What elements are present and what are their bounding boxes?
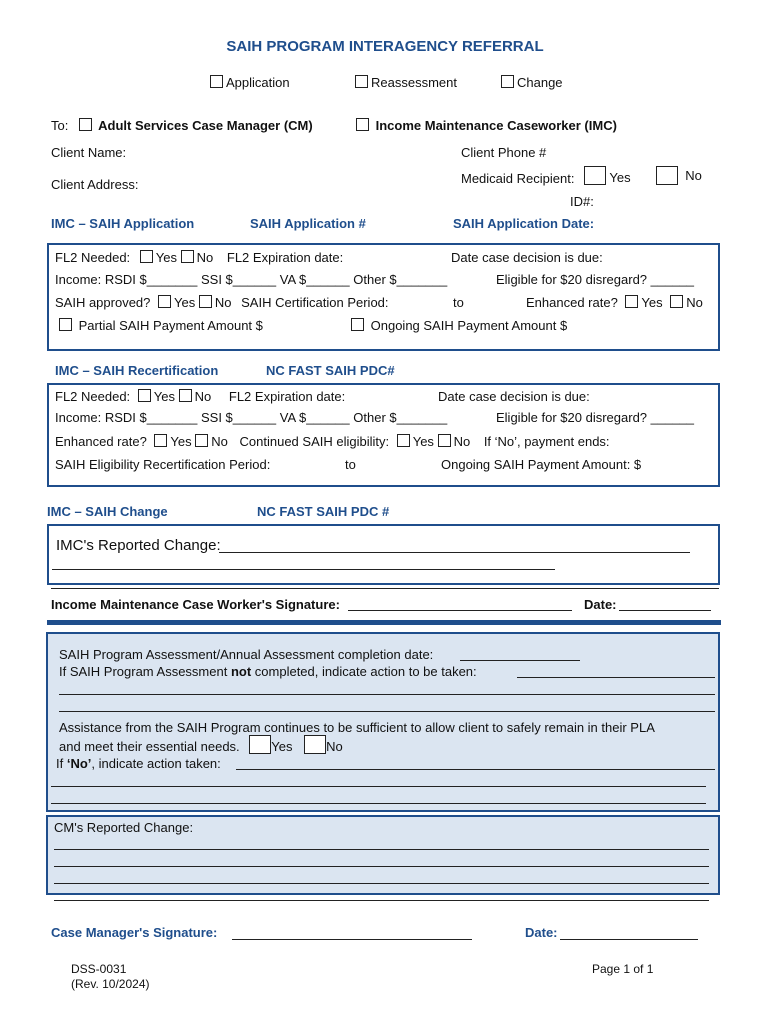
yes-label: Yes <box>174 295 196 310</box>
cm-change-line-4[interactable] <box>54 900 709 901</box>
continued-no-checkbox[interactable] <box>438 434 451 447</box>
checkbox-icon <box>656 166 678 185</box>
cm-label: Adult Services Case Manager (CM) <box>98 118 313 133</box>
partial-label: Partial SAIH Payment Amount $ <box>78 318 263 333</box>
imc-change-heading: IMC – SAIH Change <box>47 504 168 519</box>
yes-label: Yes <box>271 739 293 754</box>
recert-to-label: to <box>345 457 356 472</box>
cert-to-label: to <box>453 295 464 310</box>
enhanced-no-checkbox[interactable] <box>670 295 683 308</box>
recert-enhanced-no-checkbox[interactable] <box>195 434 208 447</box>
imc-recert-heading: IMC – SAIH Recertification <box>55 363 219 378</box>
approved-no-checkbox[interactable] <box>199 295 212 308</box>
cm-checkbox[interactable] <box>79 118 313 133</box>
fl2-needed-label: FL2 Needed: <box>55 250 131 265</box>
yes-label: Yes <box>153 389 176 404</box>
text-bold: ‘No’ <box>66 756 92 771</box>
partial-payment-checkbox[interactable] <box>59 318 263 333</box>
imc-signature-line[interactable] <box>348 610 572 611</box>
assistance-line-2 <box>59 735 343 754</box>
checkbox-icon <box>210 75 223 88</box>
recert-disregard-field[interactable]: Eligible for $20 disregard? ______ <box>496 410 695 425</box>
to-label: To: <box>51 118 69 133</box>
fl2-expiration-label: FL2 Expiration date: <box>228 389 346 404</box>
no-label: No <box>196 250 214 265</box>
not-completed-line-1[interactable] <box>59 694 715 695</box>
assessment-date-line[interactable] <box>460 660 580 661</box>
saih-approved-row <box>55 295 389 310</box>
cm-date-label: Date: <box>525 925 558 940</box>
assistance-text: and meet their essential needs. <box>59 739 240 754</box>
medicaid-no-checkbox[interactable] <box>656 166 702 185</box>
no-label: No <box>453 434 471 449</box>
saih-application-date-label: SAIH Application Date: <box>453 216 595 231</box>
cm-change-line-1[interactable] <box>54 849 709 850</box>
medicaid-yes-checkbox[interactable] <box>584 166 631 185</box>
application-checkbox[interactable] <box>210 75 290 90</box>
cm-signature-line[interactable] <box>232 939 472 940</box>
form-revision: (Rev. 10/2024) <box>71 977 150 991</box>
form-title: SAIH PROGRAM INTERAGENCY REFERRAL <box>226 38 544 55</box>
recert-period-label: SAIH Eligibility Recertification Period: <box>55 457 271 472</box>
checkbox-icon <box>356 118 369 131</box>
yes-label: Yes <box>170 434 192 449</box>
text-bold: not <box>230 664 252 679</box>
imc-reported-change-line-2[interactable] <box>52 569 555 570</box>
no-label: No <box>211 434 228 449</box>
approved-label: SAIH approved? <box>55 295 151 310</box>
recert-enhanced-yes-checkbox[interactable] <box>154 434 167 447</box>
text-part: , indicate action taken: <box>91 756 221 771</box>
assessment-date-label: SAIH Program Assessment/Annual Assessment completion date: <box>59 647 434 662</box>
income-row[interactable]: Income: RSDI $_______ SSI $______ VA $______ Other $_______ <box>55 272 448 287</box>
recert-ongoing-label: Ongoing SAIH Payment Amount: $ <box>441 457 642 472</box>
section-separator <box>47 620 721 625</box>
no-label: No <box>685 168 702 183</box>
cm-date-line[interactable] <box>560 939 698 940</box>
saih-application-number-label: SAIH Application # <box>250 216 366 231</box>
checkbox-icon <box>501 75 514 88</box>
not-completed-label <box>59 664 477 679</box>
text-part: If SAIH Program Assessment <box>59 664 231 679</box>
continued-yes-checkbox[interactable] <box>397 434 410 447</box>
recert-fl2-yes-checkbox[interactable] <box>138 389 151 402</box>
checkbox-icon <box>59 318 72 331</box>
recert-pdc-label: NC FAST SAIH PDC# <box>266 363 395 378</box>
id-label: ID#: <box>570 194 594 209</box>
imc-label: Income Maintenance Caseworker (IMC) <box>375 118 617 133</box>
cm-reported-change-label: CM's Reported Change: <box>54 820 194 835</box>
yes-label: Yes <box>609 170 631 185</box>
cm-change-line-3[interactable] <box>54 883 709 884</box>
assistance-line-1: Assistance from the SAIH Program continues to be sufficient to allow client to safely remain in their PLA <box>59 720 655 735</box>
no-label: No <box>214 295 232 310</box>
imc-change-box <box>47 524 720 585</box>
payment-ends-label: If ‘No’, payment ends: <box>483 434 610 449</box>
ongoing-label: Ongoing SAIH Payment Amount $ <box>370 318 568 333</box>
fl2-needed-label: FL2 Needed: <box>55 389 131 404</box>
client-name-label: Client Name: <box>51 145 127 160</box>
form-number: DSS-0031 <box>71 962 127 976</box>
recert-fl2-no-checkbox[interactable] <box>179 389 192 402</box>
if-no-line-0[interactable] <box>236 769 715 770</box>
checkbox-icon <box>355 75 368 88</box>
recert-decision-due-label: Date case decision is due: <box>438 389 590 404</box>
fl2-expiration-label: FL2 Expiration date: <box>226 250 344 265</box>
no-label: No <box>686 295 703 310</box>
yes-label: Yes <box>412 434 434 449</box>
recert-fl2-row <box>55 389 345 404</box>
recert-enhanced-row <box>55 434 610 449</box>
reassessment-checkbox[interactable] <box>355 75 457 90</box>
no-label: No <box>326 739 343 754</box>
application-label: Application <box>226 75 290 90</box>
reassessment-label: Reassessment <box>371 75 457 90</box>
medicaid-label: Medicaid Recipient: <box>461 171 575 186</box>
assistance-no-checkbox[interactable] <box>304 735 326 754</box>
if-no-line-2[interactable] <box>51 803 706 804</box>
imc-application-heading: IMC – SAIH Application <box>51 216 195 231</box>
imc-reported-change-line-1[interactable] <box>219 552 690 553</box>
text-part: completed, indicate action to be taken: <box>251 664 477 679</box>
checkbox-icon <box>79 118 92 131</box>
yes-label: Yes <box>155 250 178 265</box>
fl2-no-checkbox[interactable] <box>181 250 194 263</box>
disregard-field[interactable]: Eligible for $20 disregard? ______ <box>496 272 695 287</box>
imc-date-label: Date: <box>584 597 617 612</box>
change-checkbox[interactable] <box>501 75 563 90</box>
change-pdc-label: NC FAST SAIH PDC # <box>257 504 390 519</box>
enhanced-yes-checkbox[interactable] <box>625 295 638 308</box>
fl2-yes-checkbox[interactable] <box>140 250 153 263</box>
yes-label: Yes <box>641 295 663 310</box>
page-number: Page 1 of 1 <box>592 962 654 976</box>
decision-due-label: Date case decision is due: <box>451 250 603 265</box>
imc-signature-label: Income Maintenance Case Worker's Signature: <box>51 597 340 612</box>
ongoing-payment-checkbox[interactable] <box>351 318 567 333</box>
imc-checkbox[interactable] <box>356 118 617 133</box>
text-part: If <box>56 756 67 771</box>
imc-date-line[interactable] <box>619 610 711 611</box>
enhanced-label: Enhanced rate? <box>526 295 618 310</box>
if-no-line-1[interactable] <box>51 786 706 787</box>
client-phone-label: Client Phone # <box>461 145 547 160</box>
enhanced-label: Enhanced rate? <box>55 434 147 449</box>
checkbox-icon <box>584 166 606 185</box>
enhanced-rate-row <box>526 295 703 310</box>
no-label: No <box>194 389 212 404</box>
cm-signature-label: Case Manager's Signature: <box>51 925 218 940</box>
client-address-label: Client Address: <box>51 177 139 192</box>
approved-yes-checkbox[interactable] <box>158 295 171 308</box>
continued-eligibility-label: Continued SAIH eligibility: <box>239 434 390 449</box>
not-completed-line-0[interactable] <box>517 677 715 678</box>
assistance-yes-checkbox[interactable] <box>249 735 271 754</box>
change-label: Change <box>517 75 563 90</box>
not-completed-line-2[interactable] <box>59 711 715 712</box>
cm-change-line-2[interactable] <box>54 866 709 867</box>
checkbox-icon <box>351 318 364 331</box>
certification-period-label: SAIH Certification Period: <box>241 295 389 310</box>
fl2-needed-row <box>55 250 343 265</box>
if-no-label <box>56 756 221 771</box>
imc-reported-change-label: IMC's Reported Change: <box>56 537 221 554</box>
divider-line <box>51 588 719 589</box>
recert-income-row[interactable]: Income: RSDI $_______ SSI $______ VA $______ Other $_______ <box>55 410 448 425</box>
